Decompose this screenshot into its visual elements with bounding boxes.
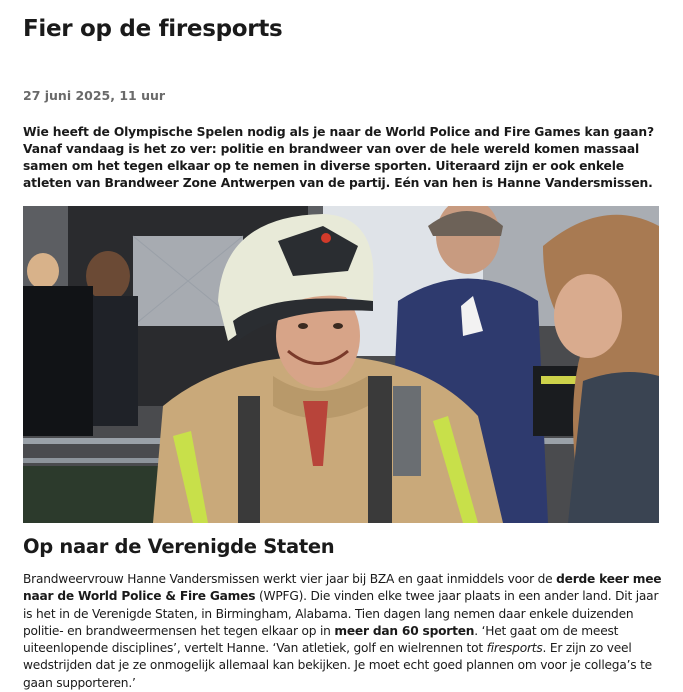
hero-image [23,206,659,523]
paragraph-text: . Er zijn zo veel wedstrijden dat je ze onmogelijk allemaal kan bekijken. Je moet echt goed plannen om voor je collega’s te gaan supporteren.’ [23,641,652,690]
paragraph-text: (WPFG). Die vinden elke twee jaar plaats in een ander land. Dit jaar is het in de Verenigde Staten, in Birmingham, Alabama. Tien dagen lang nemen daar enkele duizenden politie- en brandweermensen het tegen elkaar op in [23,589,659,638]
paragraph-bold-text: derde keer mee naar de World Police & Fire Games [23,572,662,604]
page-title: Fier op de firesports [23,16,283,42]
article-paragraph [23,571,663,692]
paragraph-text: Brandweervrouw Hanne Vandersmissen werkt vier jaar bij BZA en gaat inmiddels voor de [23,572,557,586]
article-intro: Wie heeft de Olympische Spelen nodig als je naar de World Police and Fire Games kan gaan? Vanaf vandaag is het zo ver: politie en brandweer van over de hele wereld komen massaal samen om het tegen elkaar op te nemen in diverse sporten. Uiteraard zijn er ook enkele atleten van Brandweer Zone Antwerpen van de partij. Eén van hen is Hanne Vandersmissen. [23,125,654,190]
paragraph-text: . ‘Het gaat om de meest uiteenlopende disciplines’, vertelt Hanne. ‘Van atletiek, golf en wielrennen tot [23,623,619,656]
paragraph-italic-text: firesports [486,641,543,656]
publish-date: 27 juni 2025, 11 uur [23,88,166,103]
paragraph-bold-text: meer dan 60 sporten [334,623,475,638]
section-heading: Op naar de Verenigde Staten [23,535,335,558]
